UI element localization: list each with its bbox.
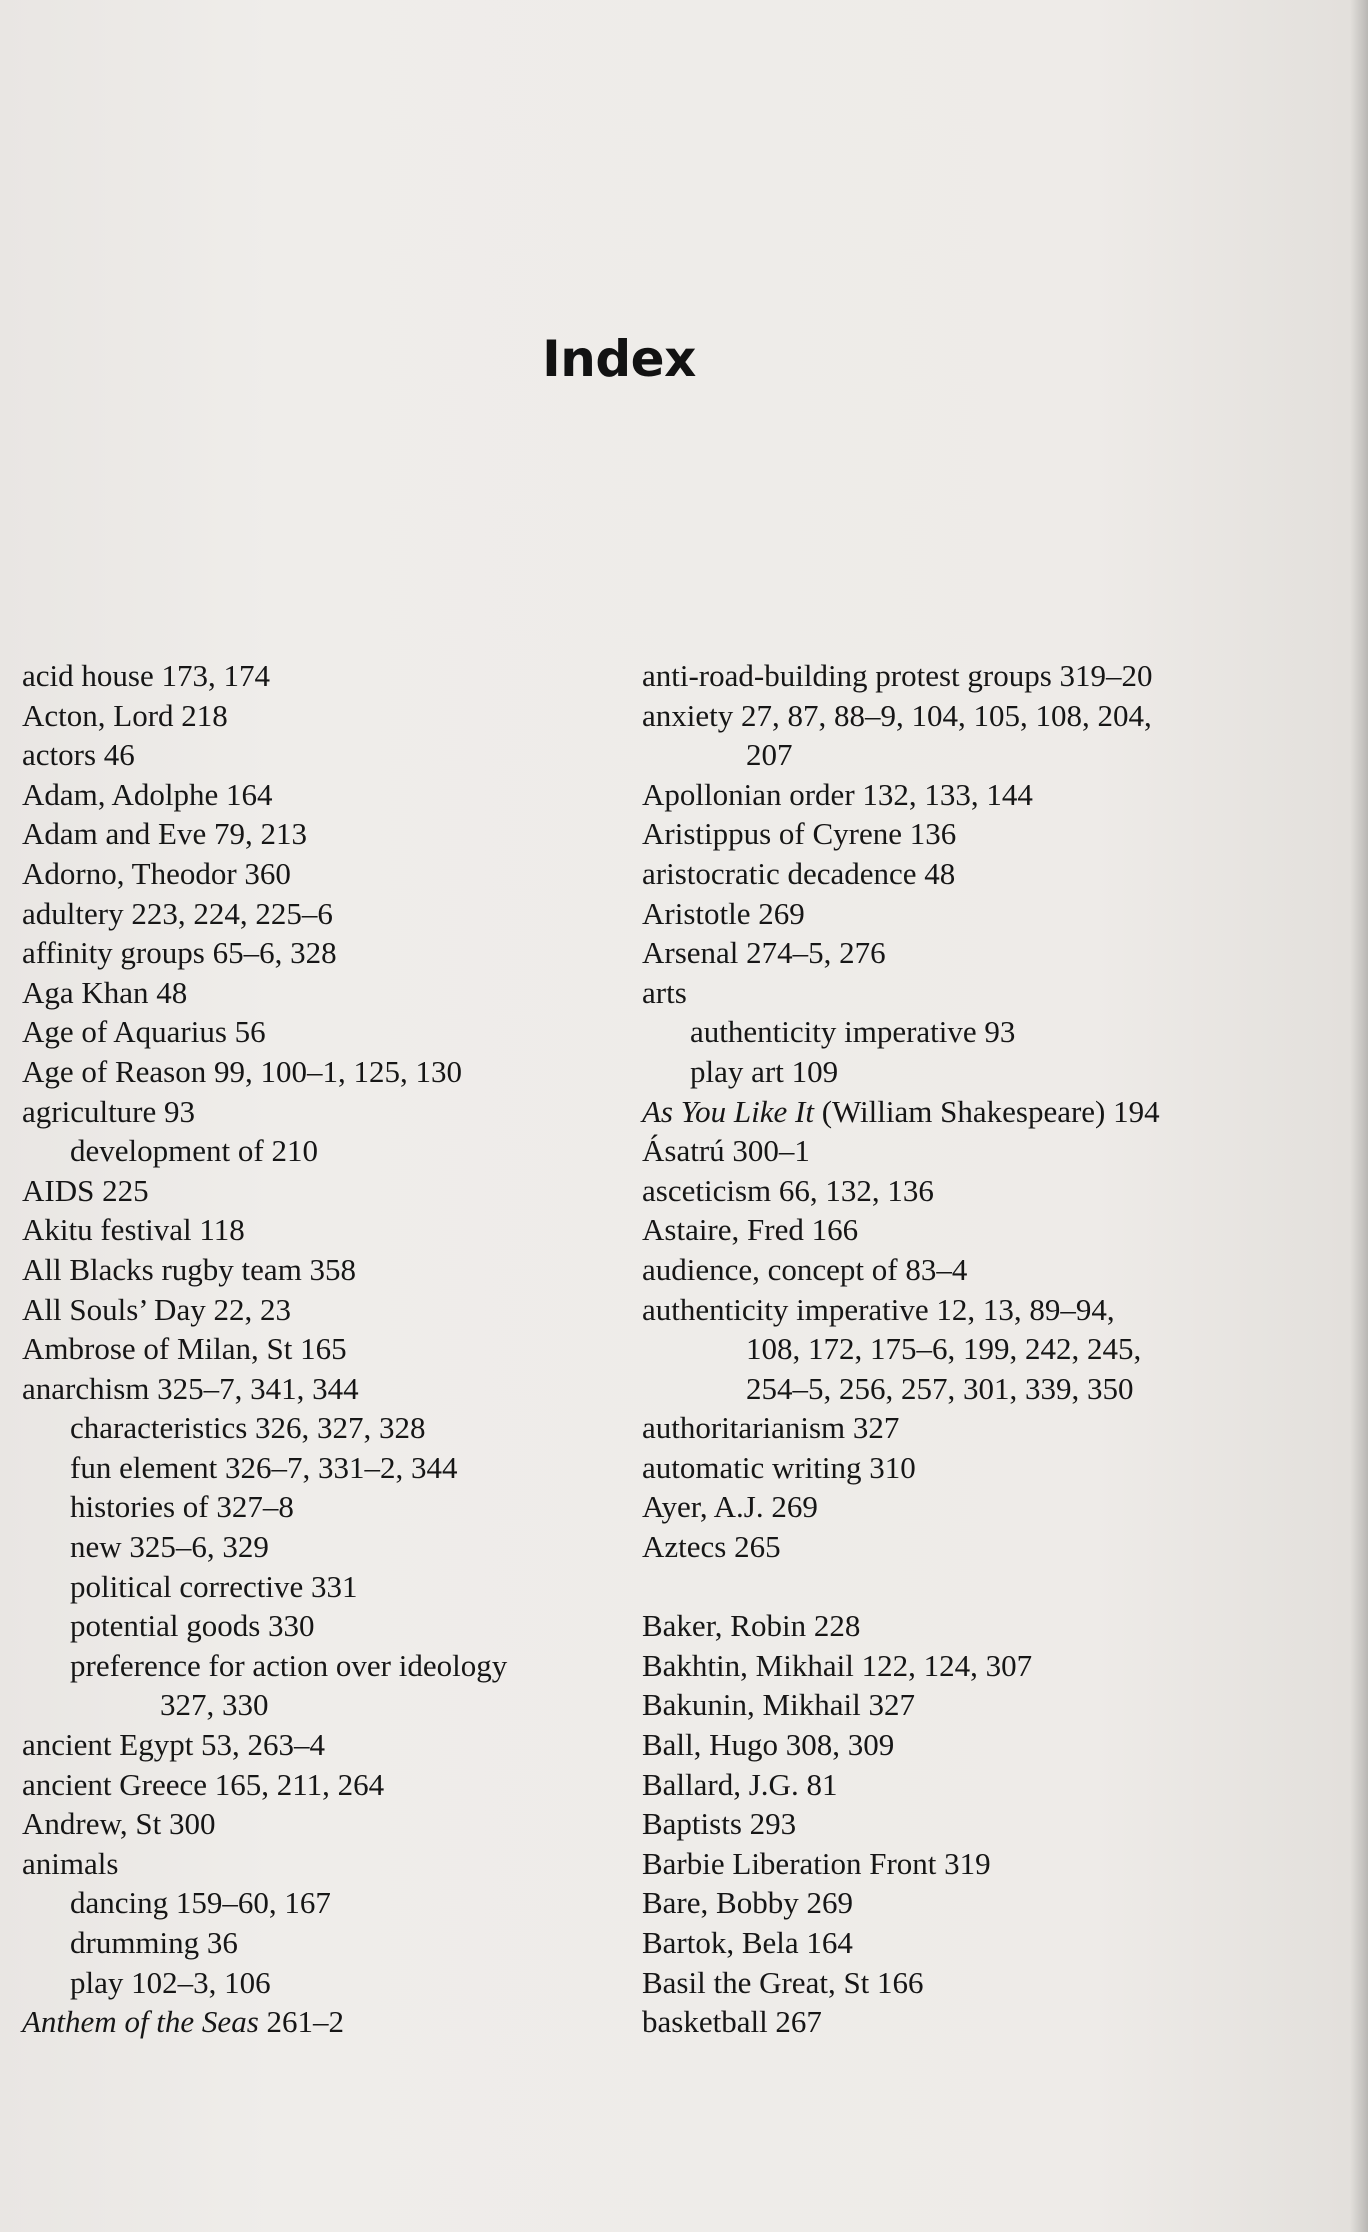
index-entry: Aga Khan 48 xyxy=(22,974,188,1010)
index-entry: Apollonian order 132, 133, 144 xyxy=(642,776,1033,812)
index-entry: authenticity imperative 12, 13, 89–94, xyxy=(642,1291,1115,1327)
index-entry: Bartok, Bela 164 xyxy=(642,1925,853,1960)
index-entry: Acton, Lord 218 xyxy=(22,697,228,733)
index-subentry: dancing 159–60, 167 xyxy=(70,1885,331,1921)
index-entry: anarchism 325–7, 341, 344 xyxy=(22,1370,359,1406)
index-entry: Basil the Great, St 166 xyxy=(642,1964,924,2000)
page-edge-shadow xyxy=(1350,0,1368,2232)
index-entry: automatic writing 310 xyxy=(642,1449,916,1485)
index-entry: Ambrose of Milan, St 165 xyxy=(22,1331,347,1367)
index-entry: Aztecs 265 xyxy=(642,1529,781,1565)
index-entry: Adorno, Theodor 360 xyxy=(22,855,291,891)
index-entry: Ball, Hugo 308, 309 xyxy=(642,1727,895,1763)
index-entry: animals xyxy=(22,1845,119,1881)
index-entry xyxy=(642,1092,1202,1132)
index-entry: Barbie Liberation Front 319 xyxy=(642,1845,991,1881)
index-entry: adultery 223, 224, 225–6 xyxy=(22,895,333,931)
index-entry: ancient Egypt 53, 263–4 xyxy=(22,1727,326,1763)
index-entry: Arsenal 274–5, 276 xyxy=(642,935,886,971)
index-subentry: potential goods 330 xyxy=(70,1608,315,1644)
index-subentry: political corrective 331 xyxy=(70,1568,358,1604)
index-entry: authoritarianism 327 xyxy=(642,1410,900,1446)
index-entry: Akitu festival 118 xyxy=(22,1212,245,1248)
index-entry: Age of Reason 99, 100–1, 125, 130 xyxy=(22,1053,462,1089)
index-entry: All Souls’ Day 22, 23 xyxy=(22,1291,291,1327)
index-entry: Aristippus of Cyrene 136 xyxy=(642,816,957,852)
index-entry: agriculture 93 xyxy=(22,1093,196,1129)
index-entry: Ásatrú 300–1 xyxy=(642,1133,810,1169)
index-entry: basketball 267 xyxy=(642,2004,822,2040)
index-entry-title: As You Like It xyxy=(642,1093,814,1129)
index-entry: anti-road-building protest groups 319–20 xyxy=(642,658,1153,693)
index-subentry: drumming 36 xyxy=(70,1925,238,1960)
index-entry: Bare, Bobby 269 xyxy=(642,1885,853,1921)
index-entry: Baker, Robin 228 xyxy=(642,1608,861,1644)
index-subentry: preference for action over ideology xyxy=(70,1647,508,1683)
index-subentry: development of 210 xyxy=(70,1133,318,1169)
index-continuation: 207 xyxy=(746,737,793,773)
index-entry: Ayer, A.J. 269 xyxy=(642,1489,818,1525)
index-entry: aristocratic decadence 48 xyxy=(642,855,956,891)
index-entry: Bakunin, Mikhail 327 xyxy=(642,1687,915,1723)
index-entry: anxiety 27, 87, 88–9, 104, 105, 108, 204, xyxy=(642,697,1152,733)
index-entry-title: Anthem of the Seas xyxy=(22,2004,259,2040)
index-subentry: play art 109 xyxy=(690,1053,839,1089)
index-subentry: histories of 327–8 xyxy=(70,1489,294,1525)
index-entry: audience, concept of 83–4 xyxy=(642,1251,968,1287)
index-subentry: new 325–6, 329 xyxy=(70,1529,269,1565)
index-subentry: fun element 326–7, 331–2, 344 xyxy=(70,1449,458,1485)
index-column-right xyxy=(642,656,1202,2042)
index-continuation: 327, 330 xyxy=(160,1687,269,1723)
index-entry: Andrew, St 300 xyxy=(22,1806,216,1842)
index-entry: Age of Aquarius 56 xyxy=(22,1014,266,1050)
index-entry: Adam, Adolphe 164 xyxy=(22,776,273,812)
index-entry: arts xyxy=(642,974,687,1010)
index-entry: Baptists 293 xyxy=(642,1806,797,1842)
index-entry: asceticism 66, 132, 136 xyxy=(642,1172,934,1208)
index-entry: Astaire, Fred 166 xyxy=(642,1212,859,1248)
index-entry: affinity groups 65–6, 328 xyxy=(22,935,337,971)
index-entry-pages: 261–2 xyxy=(258,2004,345,2040)
index-entry-pages: (William Shakespeare) 194 xyxy=(813,1093,1160,1129)
index-entry: Aristotle 269 xyxy=(642,895,805,931)
index-title: Index xyxy=(542,330,696,388)
index-entry: acid house 173, 174 xyxy=(22,658,270,693)
index-entry xyxy=(22,2002,622,2042)
index-entry: Adam and Eve 79, 213 xyxy=(22,816,307,852)
index-entry: All Blacks rugby team 358 xyxy=(22,1251,357,1287)
index-entry: actors 46 xyxy=(22,737,135,773)
index-continuation: 108, 172, 175–6, 199, 242, 245, xyxy=(746,1331,1142,1367)
index-continuation: 254–5, 256, 257, 301, 339, 350 xyxy=(746,1370,1134,1406)
index-entry: Ballard, J.G. 81 xyxy=(642,1766,838,1802)
index-entry: Bakhtin, Mikhail 122, 124, 307 xyxy=(642,1647,1033,1683)
index-entry: AIDS 225 xyxy=(22,1172,149,1208)
index-entry: ancient Greece 165, 211, 264 xyxy=(22,1766,385,1802)
index-subentry: play 102–3, 106 xyxy=(70,1964,271,2000)
index-column-left xyxy=(22,656,622,2042)
index-subentry: authenticity imperative 93 xyxy=(690,1014,1016,1050)
letter-section-gap xyxy=(642,1567,1202,1607)
index-subentry: characteristics 326, 327, 328 xyxy=(70,1410,426,1446)
